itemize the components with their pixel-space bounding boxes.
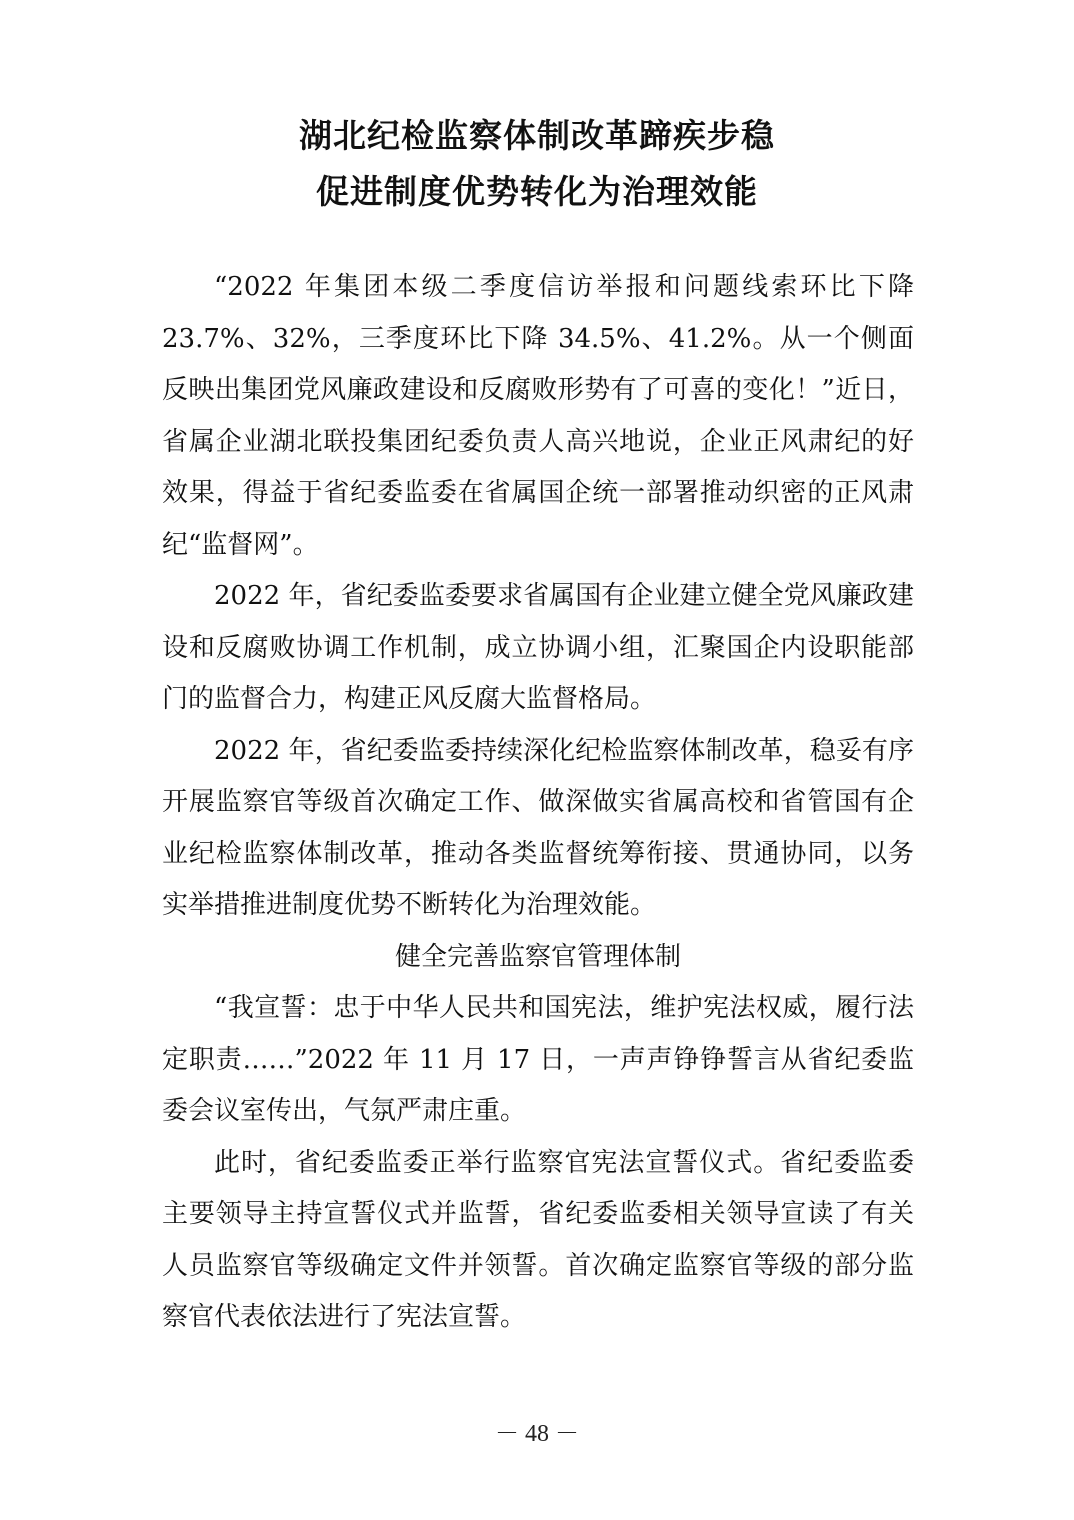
page-number: － 48 － (495, 1421, 579, 1447)
paragraph-4: “我宣誓：忠于中华人民共和国宪法，维护宪法权威，履行法定职责……”2022 年 11 月 17 日，一声声铮铮誓言从省纪委监委会议室传出，气氛严肃庄重。 (162, 993, 914, 1126)
paragraph-2: 2022 年，省纪委监委要求省属国有企业建立健全党风廉政建设和反腐败协调工作机制，成立协调小组，汇聚国企内设职能部门的监督合力，构建正风反腐大监督格局。 (162, 581, 914, 714)
title-line-2: 促进制度优势转化为治理效能 (316, 172, 758, 211)
title-line-1: 湖北纪检监察体制改革蹄疾步稳 (299, 116, 775, 155)
section-subheading: 健全完善监察官管理体制 (394, 941, 681, 972)
paragraph-3: 2022 年，省纪委监委持续深化纪检监察体制改革，稳妥有序开展监察官等级首次确定工作、做深做实省属高校和省管国有企业纪检监察体制改革，推动各类监督统筹衔接、贯通协同，以务实举措推进制度优势不断转化为治理效能。 (162, 735, 914, 920)
article-title (0, 108, 1074, 220)
paragraph-1: “2022 年集团本级二季度信访举报和问题线索环比下降 23.7%、32%，三季度环比下降 34.5%、41.2%。从一个侧面反映出集团党风廉政建设和反腐败形势有了可喜的变化！”近日，省属企业湖北联投集团纪委负责人高兴地说，企业正风肃纪的好效果，得益于省纪委监委在省属国企统一部署推动织密的正风肃纪“监督网”。 (162, 272, 914, 560)
paragraph-5: 此时，省纪委监委正举行监察官宪法宣誓仪式。省纪委监委主要领导主持宣誓仪式并监誓，省纪委监委相关领导宣读了有关人员监察官等级确定文件并领誓。首次确定监察官等级的部分监察官代表依法进行了宪法宣誓。 (162, 1147, 914, 1332)
article-body (162, 262, 914, 1344)
